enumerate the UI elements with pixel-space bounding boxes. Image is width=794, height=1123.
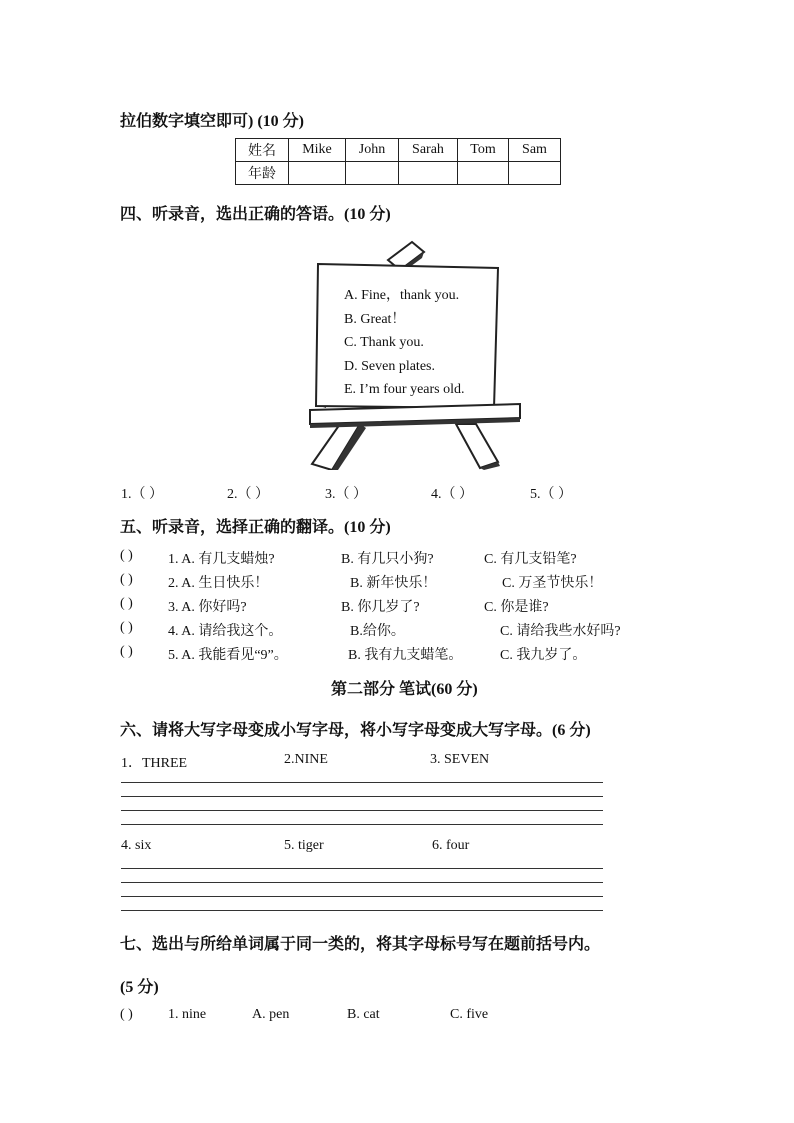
answer-paren: ( ): [120, 620, 133, 635]
question-stem: 1. nine: [168, 1007, 207, 1022]
option-c: C. Thank you.: [344, 335, 424, 350]
writing-line: [121, 868, 603, 869]
table-cell-name: Tom: [458, 139, 509, 162]
table-header-name: 姓名: [236, 139, 289, 162]
word-item: 6. four: [432, 838, 470, 853]
answer-blank-1: 1.（ ）: [121, 487, 163, 502]
part-two-heading: 第二部分 笔试(60 分): [331, 681, 478, 698]
table-cell-name: Sarah: [399, 139, 458, 162]
word-item: 2.NINE: [284, 752, 328, 767]
age-row: [236, 162, 561, 185]
table-cell-name: Sam: [509, 139, 561, 162]
answer-paren: ( ): [120, 1007, 133, 1022]
option-a: A. pen: [252, 1007, 290, 1022]
age-blank: [346, 162, 399, 185]
option-b: B. 新年快乐！: [350, 576, 437, 591]
option-a: 1. A. 有几支蜡烛?: [168, 552, 275, 567]
word-item: 1．THREE: [121, 756, 188, 771]
writing-line: [121, 782, 603, 783]
table-header-age: 年龄: [236, 162, 289, 185]
option-c: C. 我九岁了。: [500, 648, 587, 663]
option-a: A. Fine，thank you.: [344, 288, 460, 303]
age-blank: [289, 162, 346, 185]
option-c: C. 有几支铅笔?: [484, 552, 577, 567]
option-b: B. 你几岁了?: [341, 600, 420, 615]
answer-blank-2: 2.（ ）: [227, 487, 269, 502]
name-row: [236, 139, 561, 162]
age-blank: [509, 162, 561, 185]
option-c: C. 请给我些水好吗?: [500, 624, 621, 639]
option-a: 3. A. 你好吗?: [168, 600, 247, 615]
option-e: E. I’m four years old.: [344, 382, 465, 397]
answer-blank-5: 5.（ ）: [530, 487, 572, 502]
writing-line: [121, 796, 603, 797]
answer-paren: ( ): [120, 596, 133, 611]
section4-title: 四、听录音，选出正确的答语。(10 分): [120, 206, 391, 223]
answer-blank-3: 3.（ ）: [325, 487, 367, 502]
option-a: 2. A. 生日快乐！: [168, 576, 269, 591]
option-b: B. cat: [347, 1007, 380, 1022]
word-item: 4. six: [121, 838, 152, 853]
writing-line: [121, 824, 603, 825]
option-b: B. Great！: [344, 311, 406, 327]
writing-line: [121, 810, 603, 811]
word-item: 3. SEVEN: [430, 752, 490, 767]
word-item: 5. tiger: [284, 838, 324, 853]
answer-paren: ( ): [120, 572, 133, 587]
age-blank: [458, 162, 509, 185]
option-c: C. five: [450, 1007, 489, 1022]
age-blank: [399, 162, 458, 185]
writing-line: [121, 882, 603, 883]
option-d: D. Seven plates.: [344, 358, 435, 374]
table-cell-name: Mike: [289, 139, 346, 162]
writing-line: [121, 910, 603, 911]
easel-options: [344, 284, 465, 402]
section7-title: 七、选出与所给单词属于同一类的，将其字母标号写在题前括号内。: [120, 936, 601, 953]
section7-score: (5 分): [120, 979, 159, 996]
answer-paren: ( ): [120, 644, 133, 659]
option-b: B. 有几只小狗?: [341, 552, 434, 567]
option-b: B.给你。: [350, 624, 405, 639]
option-c: C. 你是谁?: [484, 600, 549, 615]
option-b: B. 我有九支蜡笔。: [348, 648, 463, 663]
answer-paren: ( ): [120, 548, 133, 563]
option-a: 5. A. 我能看见“9”。: [168, 648, 288, 663]
age-table: [235, 138, 561, 185]
section5-title: 五、听录音，选择正确的翻译。(10 分): [120, 519, 391, 536]
option-c: C. 万圣节快乐！: [502, 576, 603, 591]
answer-blank-4: 4.（ ）: [431, 487, 473, 502]
option-a: 4. A. 请给我这个。: [168, 624, 283, 639]
table-cell-name: John: [346, 139, 399, 162]
section6-title: 六、请将大写字母变成小写字母，将小写字母变成大写字母。(6 分): [120, 722, 591, 739]
writing-line: [121, 896, 603, 897]
section3-intro: 拉伯数字填空即可) (10 分): [120, 113, 304, 130]
